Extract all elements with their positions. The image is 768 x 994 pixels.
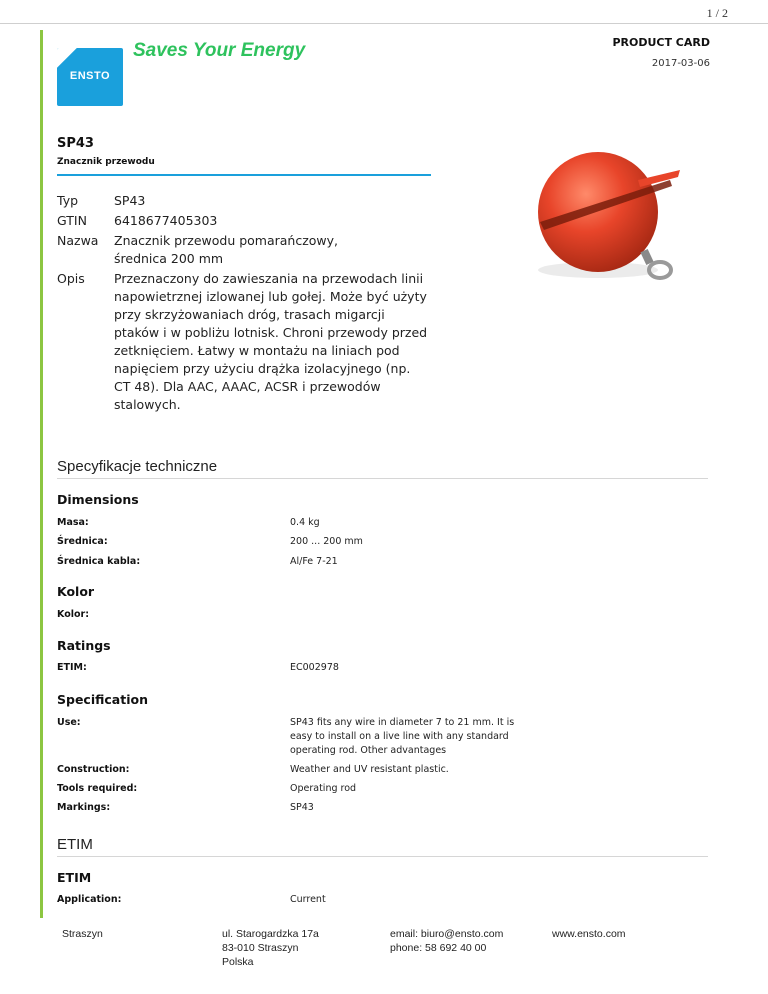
section-etim: ETIM <box>57 836 93 853</box>
info-value: SP43 <box>114 193 146 208</box>
title-underline <box>57 174 431 176</box>
footer-address-line: ul. Starogardzka 17a <box>222 928 319 940</box>
footer-website: www.ensto.com <box>552 928 626 940</box>
info-row-opis <box>57 270 434 414</box>
spec-value: Weather and UV resistant plastic. <box>290 764 449 775</box>
section-specifications: Specyfikacje techniczne <box>57 458 218 475</box>
info-key: Opis <box>57 271 85 286</box>
footer-address <box>222 927 319 969</box>
green-side-bar <box>40 30 43 918</box>
product-image <box>520 150 710 295</box>
logo-notch <box>57 48 77 68</box>
spec-value: SP43 <box>290 802 314 813</box>
footer-contact <box>390 927 503 955</box>
group-etim: ETIM <box>57 870 92 885</box>
spec-key: Markings: <box>57 802 111 813</box>
footer-city: Straszyn <box>62 928 103 940</box>
product-code: SP43 <box>57 136 94 151</box>
spec-value: Current <box>290 894 326 905</box>
footer-address-line: Polska <box>222 956 254 968</box>
logo-text: ENSTO <box>69 70 111 82</box>
footer-phone: phone: 58 692 40 00 <box>390 942 487 954</box>
info-row-typ <box>57 192 434 210</box>
info-key: GTIN <box>57 213 87 228</box>
page-number: 1 / 2 <box>706 6 728 20</box>
spec-key: Construction: <box>57 764 130 775</box>
top-divider <box>0 23 768 24</box>
ensto-logo <box>57 48 123 106</box>
group-dimensions: Dimensions <box>57 492 139 507</box>
spec-value: EC002978 <box>290 662 339 673</box>
spec-value: SP43 fits any wire in diameter 7 to 21 mm. It is easy to install on a live line with any standard operating rod. Other advantages <box>290 717 515 756</box>
section-rule <box>57 478 708 479</box>
product-info <box>57 192 434 416</box>
info-row-gtin <box>57 212 434 230</box>
spec-value: 0.4 kg <box>290 517 320 528</box>
footer-email: email: biuro@ensto.com <box>390 928 504 940</box>
spec-value: Al/Fe 7-21 <box>290 556 338 567</box>
info-value: 6418677405303 <box>114 213 218 228</box>
spec-key: Średnica kabla: <box>57 556 141 567</box>
footer-address-line: 83-010 Straszyn <box>222 942 299 954</box>
group-ratings: Ratings <box>57 638 111 653</box>
info-value: Przeznaczony do zawieszania na przewodach linii napowietrznej izlowanej lub gołej. Może być użyty przy skrzyżowaniach dróg, trasach migarcji ptaków i w pobliżu lotnisk. Chroni przewody przed zetknięciem. Łatwy w montażu na liniach pod napięciem przy użyciu drążka izolacyjnego (np. CT 48). Dla AAC, AAAC, ACSR i przewodów stalowych. <box>114 271 428 412</box>
spec-key: Masa: <box>57 517 89 528</box>
slogan: Saves Your Energy <box>133 40 306 61</box>
spec-value: 200 ... 200 mm <box>290 536 363 547</box>
info-key: Nazwa <box>57 233 99 248</box>
spec-value: Operating rod <box>290 783 357 794</box>
spec-key: Kolor: <box>57 609 89 620</box>
info-value: Znacznik przewodu pomarańczowy, średnica 200 mm <box>114 233 339 266</box>
spec-key: Średnica: <box>57 536 108 547</box>
spec-key: Use: <box>57 717 81 728</box>
spec-key: Application: <box>57 894 122 905</box>
group-specification: Specification <box>57 692 148 707</box>
card-date: 2017-03-06 <box>651 58 710 69</box>
product-subtitle: Znacznik przewodu <box>57 157 155 167</box>
spec-key: ETIM: <box>57 662 87 673</box>
info-key: Typ <box>57 193 79 208</box>
marker-ball <box>538 152 658 272</box>
spec-key: Tools required: <box>57 783 138 794</box>
info-row-nazwa <box>57 232 434 268</box>
product-card-title: PRODUCT CARD <box>612 36 710 49</box>
section-rule <box>57 856 708 857</box>
group-kolor: Kolor <box>57 584 95 599</box>
